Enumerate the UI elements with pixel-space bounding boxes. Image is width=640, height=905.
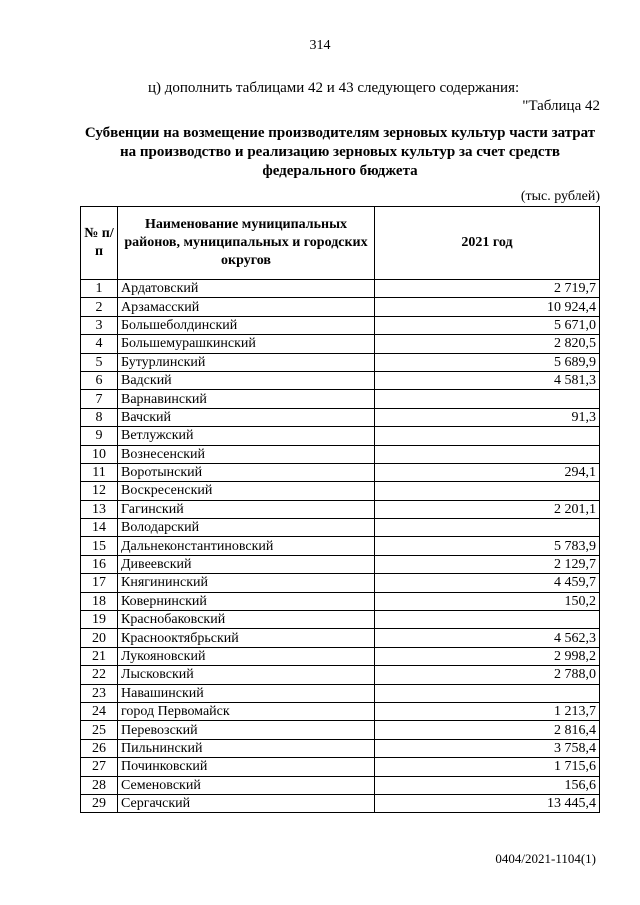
row-value: 13 445,4 (375, 794, 600, 812)
row-number: 22 (81, 666, 118, 684)
table-row (81, 537, 600, 555)
table-row (81, 555, 600, 573)
intro-text: ц) дополнить таблицами 42 и 43 следующего содержания: (148, 80, 520, 96)
row-value (375, 519, 600, 537)
row-number: 14 (81, 519, 118, 537)
table-header-row (81, 207, 600, 280)
table-row (81, 280, 600, 298)
row-value: 4 562,3 (375, 629, 600, 647)
row-name: Большеболдинский (118, 316, 375, 334)
table-title: Субвенции на возмещение производителям зерновых культур части затрат на производство и реализацию зерновых культур за счет средств федерального бюджета (84, 125, 596, 179)
row-number: 29 (81, 794, 118, 812)
row-name: Сергачский (118, 794, 375, 812)
row-number: 3 (81, 316, 118, 334)
row-name: Семеновский (118, 776, 375, 794)
row-value: 3 758,4 (375, 739, 600, 757)
table-row (81, 666, 600, 684)
row-name: Володарский (118, 519, 375, 537)
table-row (81, 776, 600, 794)
row-number: 4 (81, 335, 118, 353)
table-body (81, 280, 600, 813)
table-row (81, 298, 600, 316)
header-name: Наименование муниципальных районов, муниципальных и городских округов (118, 207, 375, 280)
row-name: Лукояновский (118, 647, 375, 665)
row-name: Вачский (118, 408, 375, 426)
row-number: 28 (81, 776, 118, 794)
row-number: 15 (81, 537, 118, 555)
row-name: Большемурашкинский (118, 335, 375, 353)
table-row (81, 500, 600, 518)
row-number: 10 (81, 445, 118, 463)
row-number: 5 (81, 353, 118, 371)
row-name: Дивеевский (118, 555, 375, 573)
row-number: 21 (81, 647, 118, 665)
row-value (375, 390, 600, 408)
row-value: 91,3 (375, 408, 600, 426)
row-number: 13 (81, 500, 118, 518)
row-number: 9 (81, 427, 118, 445)
row-name: Воскресенский (118, 482, 375, 500)
page-number: 314 (309, 38, 331, 53)
table-row (81, 758, 600, 776)
row-value: 10 924,4 (375, 298, 600, 316)
row-number: 6 (81, 371, 118, 389)
row-number: 1 (81, 280, 118, 298)
units-note: (тыс. рублей) (520, 189, 600, 204)
row-value: 2 201,1 (375, 500, 600, 518)
row-value: 5 671,0 (375, 316, 600, 334)
row-name: Вадский (118, 371, 375, 389)
row-name: Гагинский (118, 500, 375, 518)
row-number: 25 (81, 721, 118, 739)
row-name: Княгининский (118, 574, 375, 592)
row-name: Ветлужский (118, 427, 375, 445)
table-row (81, 519, 600, 537)
row-value (375, 427, 600, 445)
row-number: 16 (81, 555, 118, 573)
table-row (81, 794, 600, 812)
row-number: 11 (81, 463, 118, 481)
row-value (375, 611, 600, 629)
row-name: Краснооктябрьский (118, 629, 375, 647)
header-num: № п/п (81, 207, 118, 280)
row-value (375, 445, 600, 463)
row-name: Пильнинский (118, 739, 375, 757)
row-value (375, 482, 600, 500)
row-name: Ковернинский (118, 592, 375, 610)
row-number: 7 (81, 390, 118, 408)
row-name: Вознесенский (118, 445, 375, 463)
row-value: 2 719,7 (375, 280, 600, 298)
row-name: Варнавинский (118, 390, 375, 408)
row-value: 4 581,3 (375, 371, 600, 389)
row-value: 5 689,9 (375, 353, 600, 371)
row-value: 4 459,7 (375, 574, 600, 592)
row-value: 1 213,7 (375, 702, 600, 720)
table-row (81, 739, 600, 757)
row-value: 2 820,5 (375, 335, 600, 353)
table-row (81, 611, 600, 629)
row-name: Бутурлинский (118, 353, 375, 371)
row-number: 24 (81, 702, 118, 720)
row-value: 2 816,4 (375, 721, 600, 739)
table-row (81, 353, 600, 371)
row-name: Ардатовский (118, 280, 375, 298)
row-name: Краснобаковский (118, 611, 375, 629)
row-name: Перевозский (118, 721, 375, 739)
table-row (81, 316, 600, 334)
table-row (81, 684, 600, 702)
document-code: 0404/2021-1104(1) (495, 851, 596, 866)
row-value: 150,2 (375, 592, 600, 610)
table-row (81, 335, 600, 353)
row-value: 156,6 (375, 776, 600, 794)
row-number: 8 (81, 408, 118, 426)
row-number: 27 (81, 758, 118, 776)
table-row (81, 482, 600, 500)
row-value: 2 998,2 (375, 647, 600, 665)
row-number: 12 (81, 482, 118, 500)
row-name: Дальнеконстантиновский (118, 537, 375, 555)
table-row (81, 371, 600, 389)
table-label: "Таблица 42 (522, 98, 600, 114)
table-row (81, 463, 600, 481)
row-number: 2 (81, 298, 118, 316)
row-value: 5 783,9 (375, 537, 600, 555)
table-row (81, 647, 600, 665)
row-number: 18 (81, 592, 118, 610)
header-year: 2021 год (375, 207, 600, 280)
table-row (81, 445, 600, 463)
row-number: 26 (81, 739, 118, 757)
table-row (81, 427, 600, 445)
row-name: Навашинский (118, 684, 375, 702)
row-number: 23 (81, 684, 118, 702)
row-number: 17 (81, 574, 118, 592)
row-number: 19 (81, 611, 118, 629)
subsidy-table (80, 206, 600, 813)
table-row (81, 592, 600, 610)
row-name: Лысковский (118, 666, 375, 684)
row-value (375, 684, 600, 702)
row-number: 20 (81, 629, 118, 647)
table-row (81, 721, 600, 739)
row-value: 1 715,6 (375, 758, 600, 776)
table-row (81, 574, 600, 592)
row-name: Починковский (118, 758, 375, 776)
row-name: Воротынский (118, 463, 375, 481)
table-row (81, 390, 600, 408)
row-name: город Первомайск (118, 702, 375, 720)
table-row (81, 702, 600, 720)
row-value: 294,1 (375, 463, 600, 481)
table-row (81, 408, 600, 426)
row-value: 2 129,7 (375, 555, 600, 573)
row-value: 2 788,0 (375, 666, 600, 684)
table-row (81, 629, 600, 647)
row-name: Арзамасский (118, 298, 375, 316)
